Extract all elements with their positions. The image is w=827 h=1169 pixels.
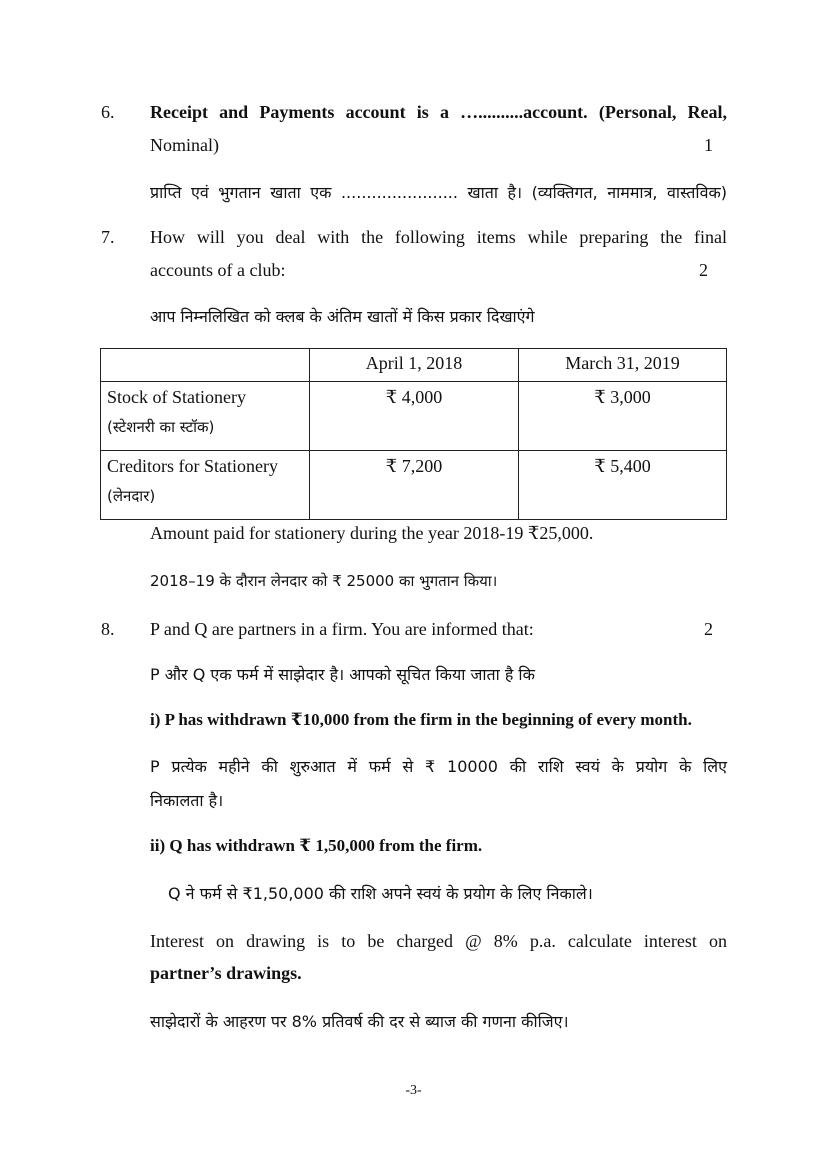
question-6-number: 6. xyxy=(101,102,115,122)
table-header-empty xyxy=(101,349,310,382)
row-label: Creditors for Stationery xyxy=(107,456,278,476)
row-label-hindi: (स्टेशनरी का स्टॉक) xyxy=(107,418,215,436)
question-7-note-hindi: 2018–19 के दौरान लेनदार को ₹ 25000 का भुगतान किया। xyxy=(150,572,498,590)
table-header-april-2018: April 1, 2018 xyxy=(310,349,519,382)
question-6-text-line2: Nominal) xyxy=(150,135,219,155)
question-6-hindi: प्राप्ति एवं भुगतान खाता एक ....................... खाता है। (व्यक्तिगत, नाममात्र, वास्तविक) xyxy=(150,183,727,202)
row-value-march: ₹ 3,000 xyxy=(519,382,727,451)
question-7-note: Amount paid for stationery during the year 2018-19 ₹25,000. xyxy=(150,523,594,543)
question-8-marks: 2 xyxy=(704,619,713,639)
question-7-number: 7. xyxy=(101,227,115,247)
row-label-hindi: (लेनदार) xyxy=(107,487,156,505)
table-header-march-2019: March 31, 2019 xyxy=(519,349,727,382)
question-8-item2-hindi: Q ने फर्म से ₹1,50,000 की राशि अपने स्वयं के प्रयोग के लिए निकाले। xyxy=(168,884,593,903)
question-8-interest-hindi: साझेदारों के आहरण पर 8% प्रतिवर्ष की दर से ब्याज की गणना कीजिए। xyxy=(150,1012,569,1031)
row-value-march: ₹ 5,400 xyxy=(519,451,727,520)
question-8-interest-line1: Interest on drawing is to be charged @ 8% p.a. calculate interest on xyxy=(150,931,727,951)
question-8-number: 8. xyxy=(101,619,115,639)
table-row xyxy=(101,451,727,520)
question-8-item1: i) P has withdrawn ₹10,000 from the firm in the beginning of every month. xyxy=(150,710,692,729)
question-8-interest-line2: partner’s drawings. xyxy=(150,963,302,983)
table-header-row xyxy=(101,349,727,382)
row-label-cell xyxy=(101,382,310,451)
page-number: -3- xyxy=(405,1083,422,1098)
row-label: Stock of Stationery xyxy=(107,387,246,407)
table-row xyxy=(101,382,727,451)
question-8-item1-hindi-line1: P प्रत्येक महीने की शुरुआत में फर्म से ₹ 10000 की राशि स्वयं के प्रयोग के लिए xyxy=(150,757,727,776)
question-6-marks: 1 xyxy=(704,135,713,155)
question-7-marks: 2 xyxy=(699,260,708,280)
question-8-hindi: P और Q एक फर्म में साझेदार है। आपको सूचित किया जाता है कि xyxy=(150,665,535,684)
question-8-text-line1: P and Q are partners in a firm. You are informed that: xyxy=(150,619,534,639)
question-7-hindi: आप निम्नलिखित को क्लब के अंतिम खातों में किस प्रकार दिखाएंगे xyxy=(150,307,535,326)
question-7-text-line2: accounts of a club: xyxy=(150,260,286,280)
stationery-table xyxy=(100,348,727,520)
question-6-text-line1: Receipt and Payments account is a …..........account. (Personal, Real, xyxy=(150,102,727,122)
row-value-april: ₹ 4,000 xyxy=(310,382,519,451)
question-8-item1-hindi-line2: निकालता है। xyxy=(150,791,224,810)
question-8-item2: ii) Q has withdrawn ₹ 1,50,000 from the firm. xyxy=(150,836,483,855)
row-label-cell xyxy=(101,451,310,520)
question-7-text-line1: How will you deal with the following items while preparing the final xyxy=(150,227,727,247)
row-value-april: ₹ 7,200 xyxy=(310,451,519,520)
